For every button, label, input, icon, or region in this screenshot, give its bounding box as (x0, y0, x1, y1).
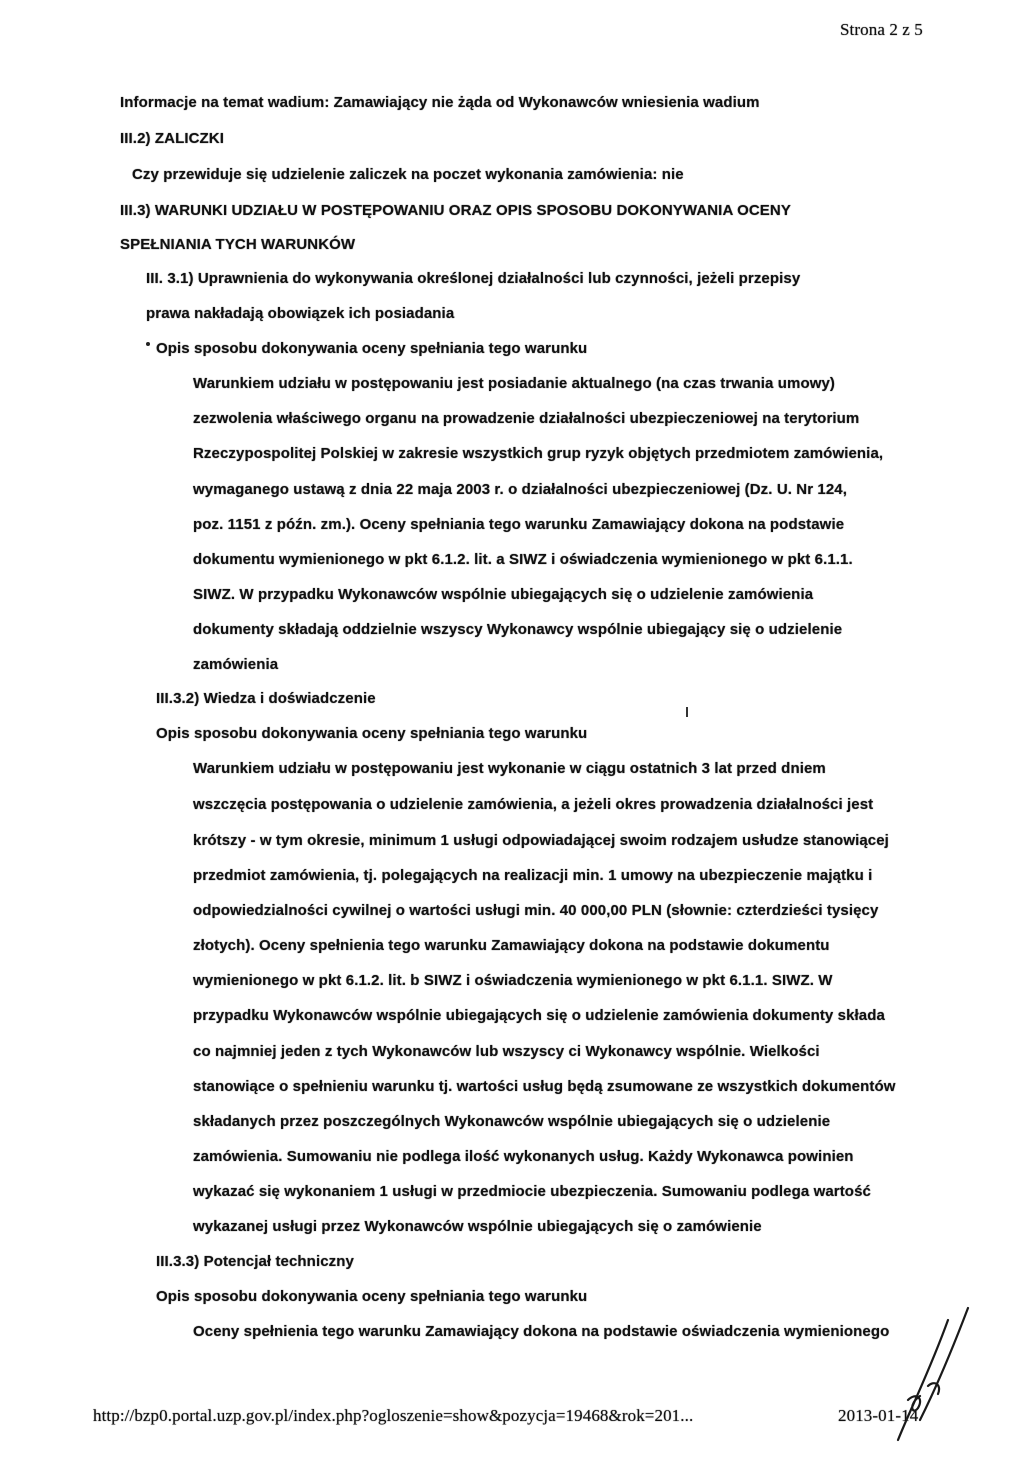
footer-url: http://bzp0.portal.uzp.gov.pl/index.php?ogloszenie=show&pozycja=19468&rok=201... (93, 1406, 694, 1425)
text-line: Warunkiem udziału w postępowaniu jest posiadanie aktualnego (na czas trwania umowy) (193, 375, 836, 392)
text-line: Warunkiem udziału w postępowaniu jest wykonanie w ciągu ostatnich 3 lat przed dniem (193, 760, 826, 777)
text-line: wykazanej usługi przez Wykonawców wspólnie ubiegających się o zamówienie (193, 1218, 762, 1235)
footer-date: 2013-01-14 (838, 1406, 919, 1425)
text-line: poz. 1151 z późn. zm.). Oceny spełniania tego warunku Zamawiający dokona na podstawie (193, 516, 845, 533)
text-line: wymaganego ustawą z dnia 22 maja 2003 r. o działalności ubezpieczeniowej (Dz. U. Nr 124, (193, 481, 848, 498)
text-line: Rzeczypospolitej Polskiej w zakresie wszystkich grup ryzyk objętych przedmiotem zamówienia, (193, 445, 884, 462)
text-line: złotych). Oceny spełnienia tego warunku Zamawiający dokona na podstawie dokumentu (193, 937, 830, 954)
scan-speck (686, 707, 688, 717)
page-number: Strona 2 z 5 (840, 20, 923, 39)
text-line: Oceny spełnienia tego warunku Zamawiający dokona na podstawie oświadczenia wymienionego (193, 1323, 890, 1340)
text-line: przypadku Wykonawców wspólnie ubiegających się o udzielenie zamówienia dokumenty składa (193, 1007, 885, 1024)
text-line: zezwolenia właściwego organu na prowadzenie działalności ubezpieczeniowej na terytorium (193, 410, 860, 427)
text-line: krótszy - w tym okresie, minimum 1 usługi odpowiadającej swoim rodzajem usłudze stanowiącej (193, 832, 889, 849)
text-line: Informacje na temat wadium: Zamawiający nie żąda od Wykonawców wniesienia wadium (120, 94, 760, 111)
text-line: wymienionego w pkt 6.1.2. lit. b SIWZ i oświadczenia wymienionego w pkt 6.1.1. SIWZ. W (193, 972, 833, 989)
text-line: składanych przez poszczególnych Wykonawców wspólnie ubiegających się o udzielenie (193, 1113, 831, 1130)
text-line: Opis sposobu dokonywania oceny spełniania tego warunku (156, 725, 588, 742)
text-line: dokumentu wymienionego w pkt 6.1.2. lit. a SIWZ i oświadczenia wymienionego w pkt 6.1.1. (193, 551, 853, 568)
text-line: stanowiące o spełnieniu warunku tj. wartości usług będą zsumowane ze wszystkich dokumentów (193, 1078, 896, 1095)
subsection-heading: III.3.2) Wiedza i doświadczenie (156, 690, 376, 707)
text-line: Opis sposobu dokonywania oceny spełniania tego warunku (156, 340, 588, 357)
text-line: Czy przewiduje się udzielenie zaliczek na poczet wykonania zamówienia: nie (132, 166, 684, 183)
text-line: zamówienia (193, 656, 279, 673)
section-heading: III.3) WARUNKI UDZIAŁU W POSTĘPOWANIU ORAZ OPIS SPOSOBU DOKONYWANIA OCENY (120, 202, 791, 219)
section-heading: III.2) ZALICZKI (120, 130, 224, 147)
subsection-heading: prawa nakładają obowiązek ich posiadania (146, 305, 455, 322)
subsection-heading: III. 3.1) Uprawnienia do wykonywania określonej działalności lub czynności, jeżeli przepisy (146, 270, 801, 287)
text-line: dokumenty składają oddzielnie wszyscy Wykonawcy wspólnie ubiegający się o udzielenie (193, 621, 843, 638)
subsection-heading: III.3.3) Potencjał techniczny (156, 1253, 354, 1270)
text-line: co najmniej jeden z tych Wykonawców lub wszyscy ci Wykonawcy wspólnie. Wielkości (193, 1043, 820, 1060)
scan-speck (146, 342, 150, 346)
text-line: SIWZ. W przypadku Wykonawców wspólnie ubiegających się o udzielenie zamówienia (193, 586, 814, 603)
text-line: wykazać się wykonaniem 1 usługi w przedmiocie ubezpieczenia. Sumowaniu podlega wartość (193, 1183, 871, 1200)
section-heading: SPEŁNIANIA TYCH WARUNKÓW (120, 236, 356, 253)
text-line: wszczęcia postępowania o udzielenie zamówienia, a jeżeli okres prowadzenia działalności jest (193, 796, 874, 813)
text-line: zamówienia. Sumowaniu nie podlega ilość wykonanych usług. Każdy Wykonawca powinien (193, 1148, 854, 1165)
text-line: Opis sposobu dokonywania oceny spełniania tego warunku (156, 1288, 588, 1305)
text-line: odpowiedzialności cywilnej o wartości usługi min. 40 000,00 PLN (słownie: czterdzieści tysięcy (193, 902, 879, 919)
handwritten-signature (890, 1300, 980, 1450)
text-line: przedmiot zamówienia, tj. polegających na realizacji min. 1 umowy na ubezpieczenie majątku i (193, 867, 873, 884)
